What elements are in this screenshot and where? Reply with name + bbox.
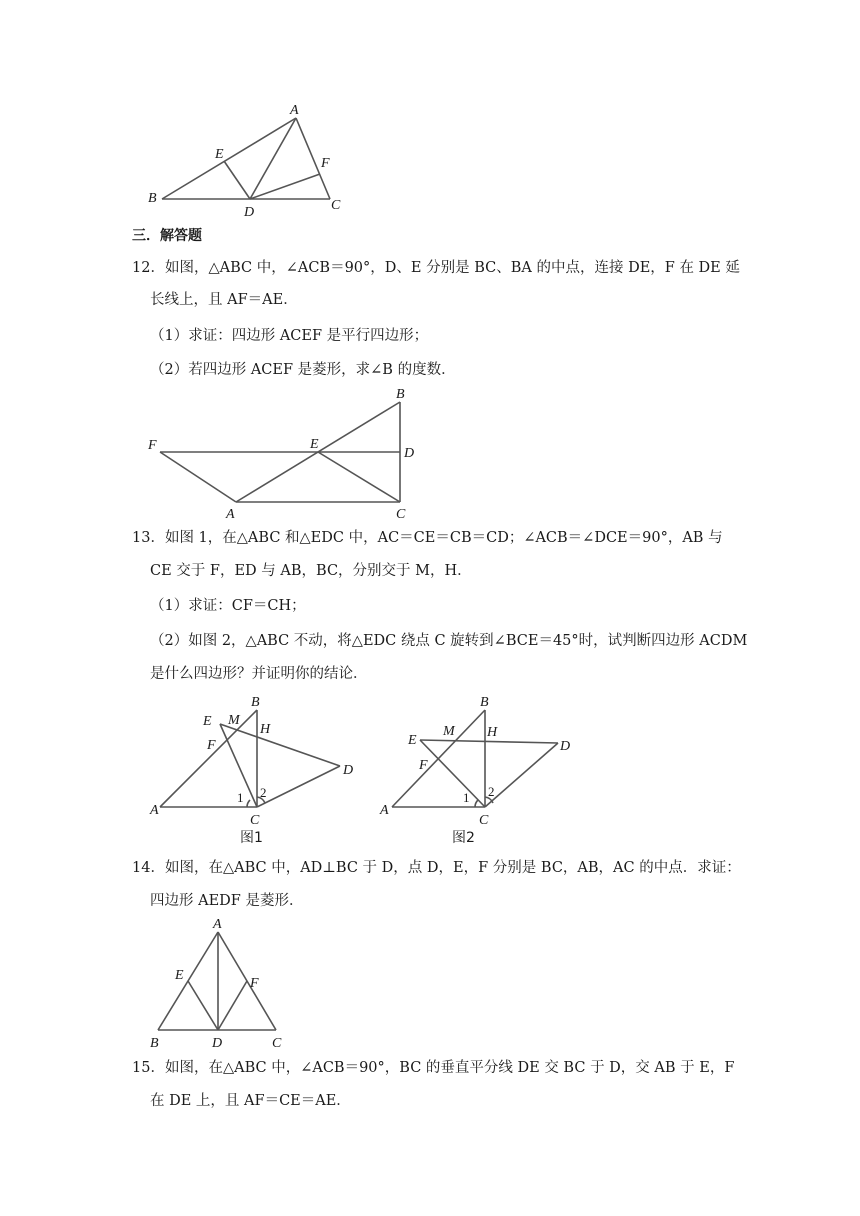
label-a: A bbox=[380, 803, 389, 818]
angle-2-label: 2 bbox=[260, 785, 267, 800]
q13-part2b: 是什么四边形？并证明你的结论． bbox=[150, 666, 368, 682]
q13-line2: CE 交于 F，ED 与 AB，BC，分别交于 M，H． bbox=[150, 563, 472, 579]
label-c: C bbox=[331, 198, 341, 213]
q12-line1: 12．如图，△ABC 中，∠ACB＝90°，D、E 分别是 BC、BA 的中点，连接 DE，F 在 DE 延 bbox=[132, 260, 740, 276]
label-b: B bbox=[148, 191, 157, 206]
angle-1-label: 1 bbox=[463, 790, 470, 805]
q12-line2: 长线上，且 AF＝AE． bbox=[150, 292, 298, 308]
label-f: F bbox=[207, 738, 216, 753]
label-d: D bbox=[404, 446, 415, 461]
figure-2-caption: 图2 bbox=[452, 830, 475, 846]
q13-figure-2 bbox=[372, 690, 582, 850]
label-c: C bbox=[250, 813, 260, 828]
label-e: E bbox=[408, 733, 417, 748]
label-e: E bbox=[310, 437, 319, 452]
label-e: E bbox=[215, 147, 224, 162]
label-e: E bbox=[175, 968, 184, 983]
label-m: M bbox=[228, 713, 240, 728]
label-b: B bbox=[396, 387, 405, 402]
q13-part2a: （2）如图 2，△ABC 不动，将△EDC 绕点 C 旋转到∠BCE＝45°时，试判断四边形 ACDM bbox=[150, 633, 748, 649]
label-a: A bbox=[213, 917, 222, 932]
q13-line1: 13．如图 1，在△ABC 和△EDC 中，AC＝CE＝CB＝CD；∠ACB＝∠DCE＝90°，AB 与 bbox=[132, 530, 723, 546]
q13-part1: （1）求证：CF＝CH； bbox=[150, 598, 306, 614]
q14-line1: 14．如图，在△ABC 中，AD⊥BC 于 D，点 D，E，F 分别是 BC，AB，AC 的中点．求证： bbox=[132, 860, 741, 876]
section-title: 三．解答题 bbox=[132, 228, 202, 244]
q12-part1: （1）求证：四边形 ACEF 是平行四边形； bbox=[150, 328, 429, 344]
label-e: E bbox=[203, 714, 212, 729]
angle-1-label: 1 bbox=[237, 790, 244, 805]
label-c: C bbox=[396, 507, 406, 522]
q12-figure bbox=[140, 384, 430, 522]
label-d: D bbox=[343, 763, 354, 778]
label-c: C bbox=[272, 1036, 282, 1050]
label-f: F bbox=[321, 156, 330, 171]
q14-figure bbox=[140, 912, 290, 1050]
label-a: A bbox=[290, 103, 299, 118]
angle-2-label: 2 bbox=[488, 784, 495, 799]
label-d: D bbox=[560, 739, 571, 754]
label-b: B bbox=[251, 695, 260, 710]
q12-part2: （2）若四边形 ACEF 是菱形，求∠B 的度数． bbox=[150, 362, 456, 378]
label-c: C bbox=[479, 813, 489, 828]
label-f: F bbox=[419, 758, 428, 773]
label-m: M bbox=[443, 724, 455, 739]
q15-line2: 在 DE 上，且 AF＝CE＝AE． bbox=[150, 1093, 351, 1109]
label-d: D bbox=[244, 205, 255, 220]
q14-line2: 四边形 AEDF 是菱形． bbox=[150, 893, 304, 909]
label-f: F bbox=[148, 438, 157, 453]
label-f: F bbox=[250, 976, 259, 991]
q15-line1: 15．如图，在△ABC 中，∠ACB＝90°，BC 的垂直平分线 DE 交 BC 于 D，交 AB 于 E，F bbox=[132, 1060, 735, 1076]
figure-top-triangle bbox=[140, 96, 360, 222]
label-b: B bbox=[480, 695, 489, 710]
label-h: H bbox=[487, 725, 498, 740]
figure-1-caption: 图1 bbox=[240, 830, 263, 846]
q13-figure-1 bbox=[140, 690, 370, 850]
label-a: A bbox=[226, 507, 235, 522]
label-b: B bbox=[150, 1036, 159, 1050]
label-a: A bbox=[150, 803, 159, 818]
label-d: D bbox=[212, 1036, 223, 1050]
label-h: H bbox=[260, 722, 271, 737]
